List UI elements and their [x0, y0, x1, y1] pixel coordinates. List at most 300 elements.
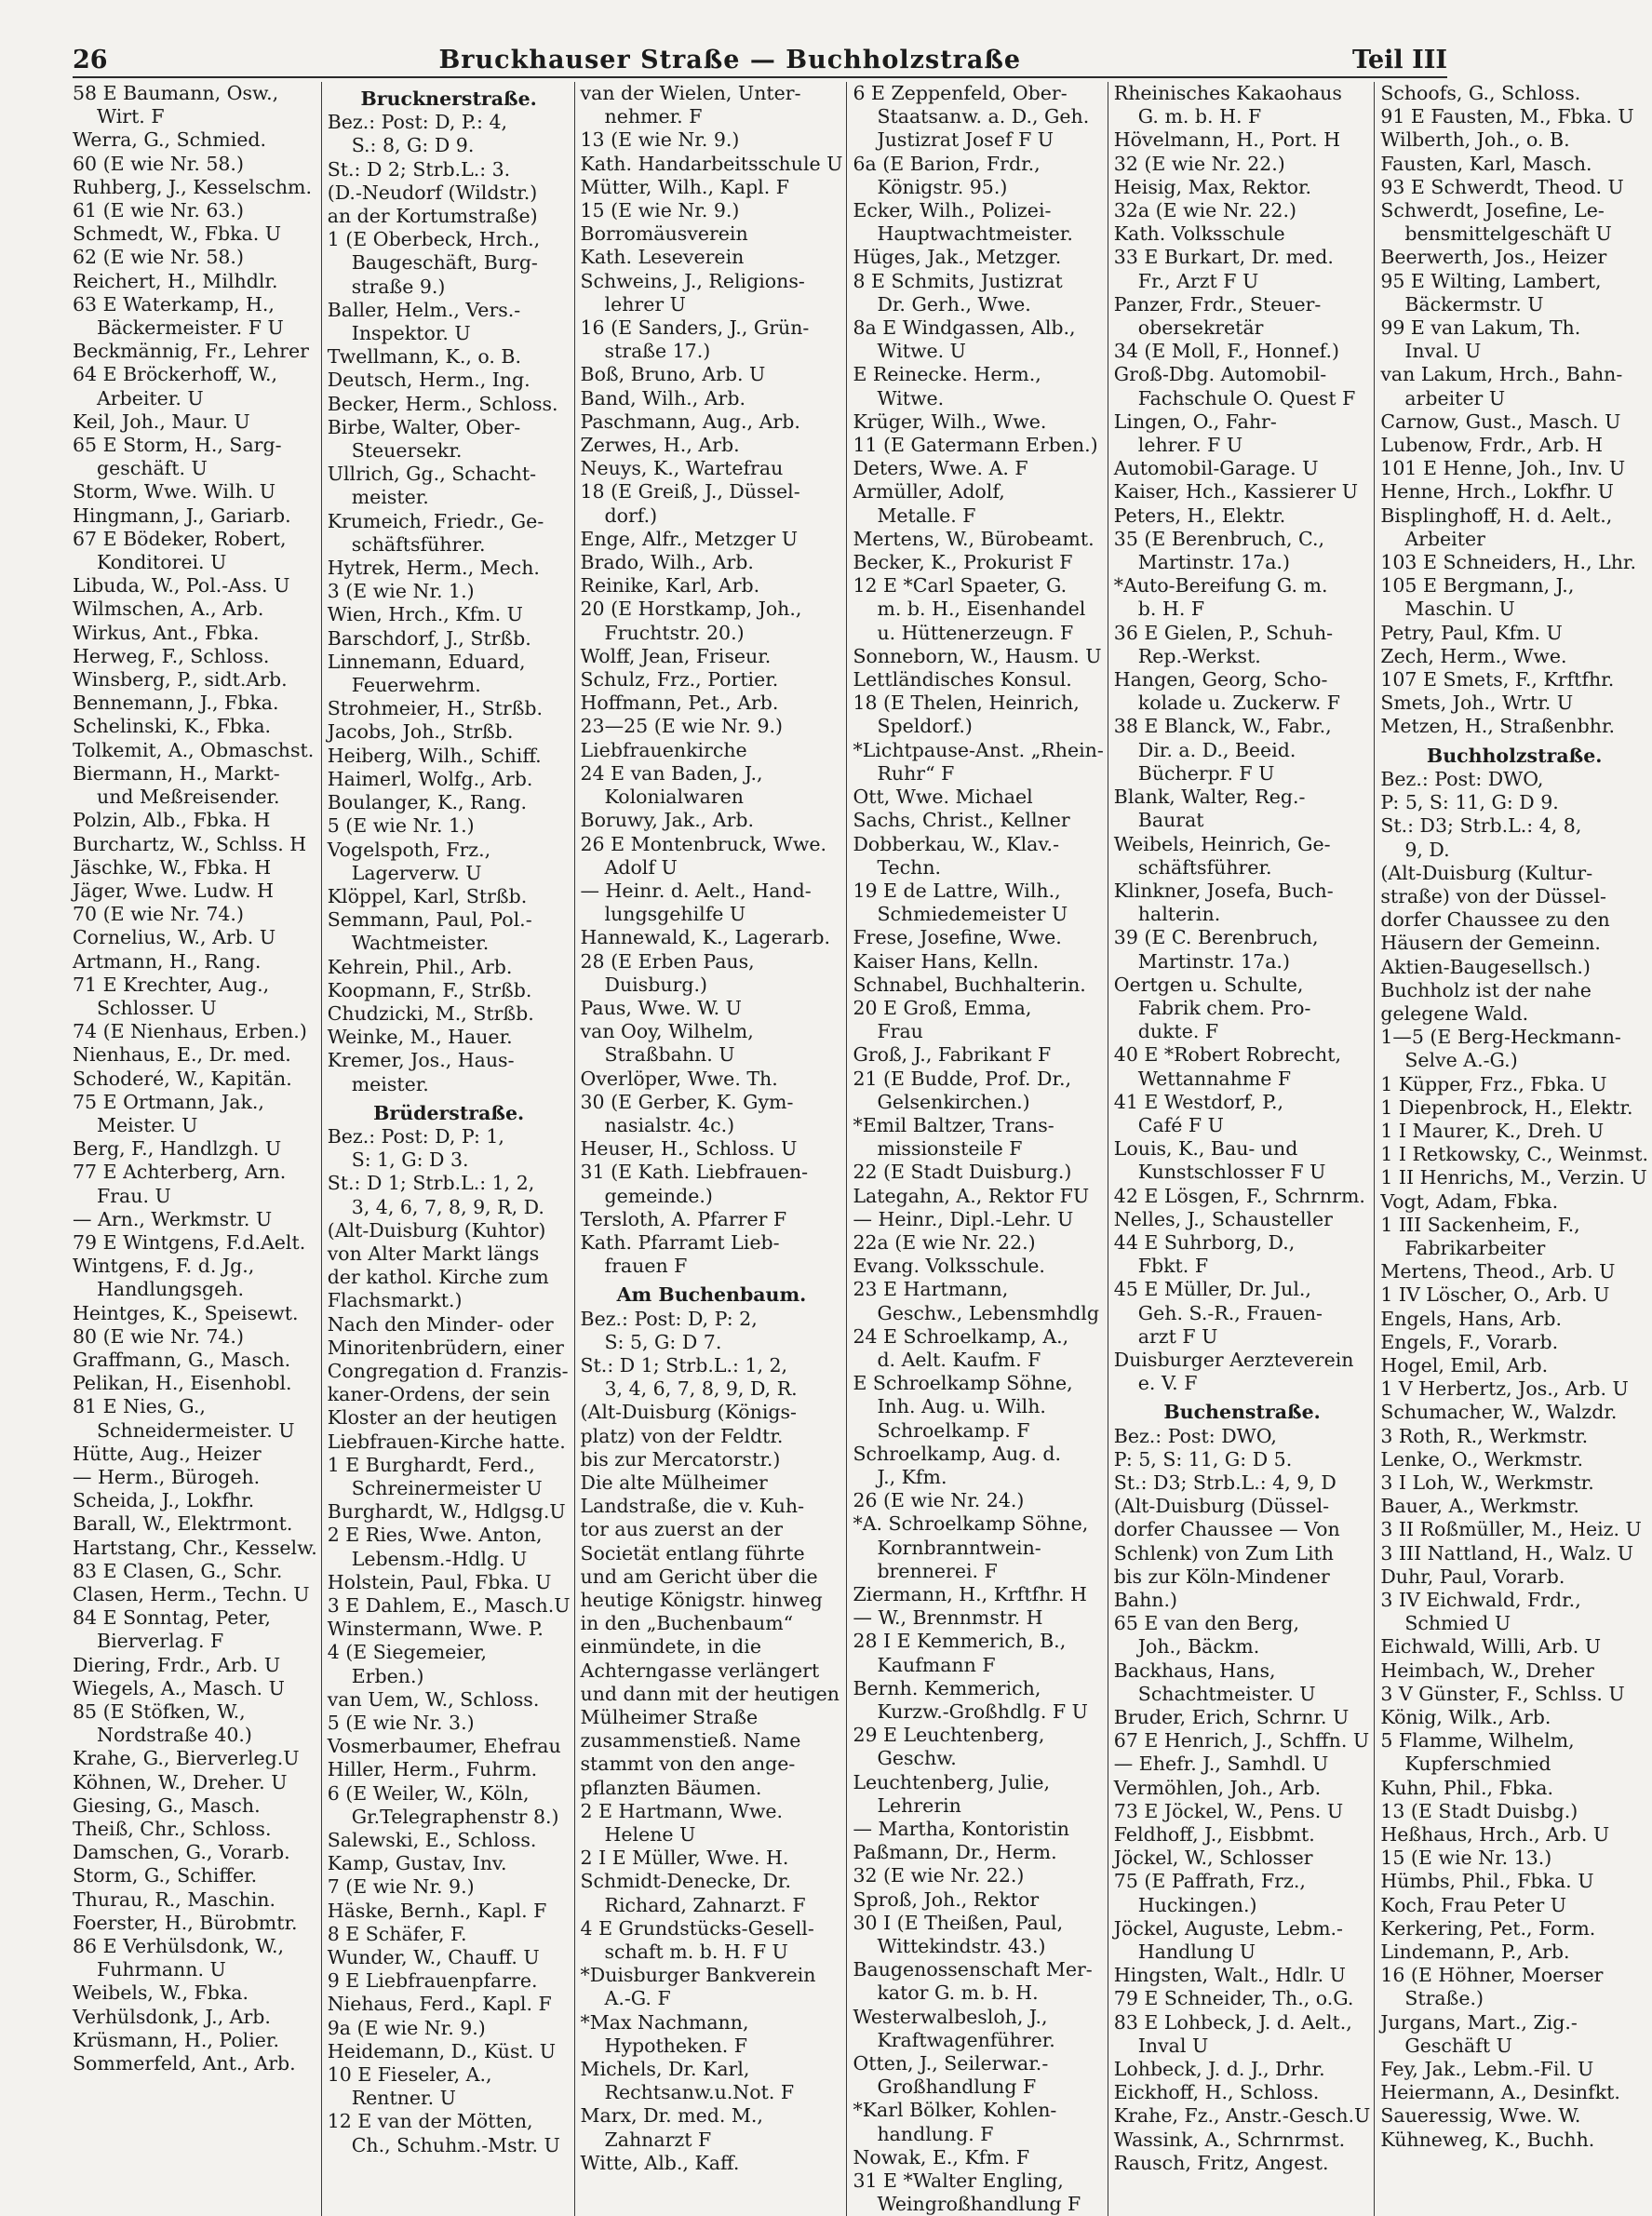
- directory-line: 3 E Dahlem, E., Masch.U: [327, 1594, 571, 1617]
- directory-line: Zech, Herm., Wwe.: [1380, 644, 1567, 667]
- directory-line: Meister. U: [97, 1113, 198, 1136]
- directory-line: Bruder, Erich, Schrnr. U: [1113, 1706, 1350, 1729]
- directory-line: Twellmann, K., o. B.: [327, 345, 522, 369]
- directory-line: Martinstr. 17a.): [1137, 949, 1290, 973]
- directory-line: Gelsenkirchen.): [877, 1090, 1030, 1113]
- directory-line: tor aus zuerst an der: [580, 1518, 784, 1541]
- directory-line: 63 E Waterkamp, H.,: [73, 292, 275, 316]
- directory-line: Pelikan, H., Eisenhobl.: [73, 1372, 292, 1395]
- directory-line: 79 E Wintgens, F.d.Aelt.: [73, 1230, 306, 1254]
- directory-line: Bierverlag. F: [97, 1630, 224, 1653]
- directory-line: Lagerverw. U: [351, 861, 482, 884]
- directory-line: Maschin. U: [1404, 598, 1515, 621]
- directory-line: 29 E Leuchtenberg,: [853, 1724, 1045, 1747]
- directory-line: lehrer. F U: [1137, 434, 1243, 457]
- directory-line: Hartstang, Chr., Kesselw.: [73, 1536, 317, 1559]
- directory-line: Dobberkau, W., Klav.-: [853, 832, 1059, 855]
- directory-line: Die alte Mülheimer: [580, 1471, 768, 1494]
- directory-line: Louis, K., Bau- und: [1113, 1137, 1298, 1161]
- directory-line: brennerei. F: [877, 1559, 998, 1582]
- directory-line: Wunder, W., Chauff. U: [327, 1946, 540, 1969]
- directory-line: straße) von der Düssel-: [1380, 884, 1606, 907]
- directory-line: Barschdorf, J., Strßb.: [327, 626, 531, 650]
- directory-line: 3 IV Eichwald, Frdr.,: [1380, 1589, 1581, 1611]
- directory-line: bis zur Mercatorstr.): [580, 1447, 781, 1471]
- directory-line: Artmann, H., Rang.: [73, 949, 262, 973]
- directory-line: Kath. Pfarramt Lieb-: [580, 1230, 780, 1254]
- directory-line: 23 E Hartmann,: [853, 1278, 1009, 1301]
- directory-line: Krumeich, Friedr., Ge-: [327, 509, 544, 532]
- directory-line: kaner-Ordens, der sein: [327, 1383, 551, 1406]
- directory-line: Bez.: Post: D, P: 2,: [580, 1307, 758, 1330]
- column-5: [1108, 82, 1375, 2216]
- directory-line: 1 Küpper, Frz., Fbka. U: [1380, 1072, 1607, 1095]
- directory-line: — W., Brennmstr. H: [853, 1606, 1043, 1630]
- directory-line: Theiß, Chr., Schloss.: [73, 1818, 272, 1841]
- directory-line: Tolkemit, A., Obmaschst.: [73, 738, 315, 761]
- directory-line: Huckingen.): [1137, 1893, 1257, 1916]
- directory-line: Speldorf.): [877, 715, 973, 738]
- directory-line: Lubenow, Frdr., Arb. H: [1380, 434, 1603, 457]
- directory-line: 1 Diepenbrock, H., Elektr.: [1380, 1095, 1633, 1119]
- directory-line: Overlöper, Wwe. Th.: [580, 1067, 778, 1090]
- directory-line: Baugeschäft, Burg-: [351, 251, 538, 275]
- directory-line: Eichwald, Willi, Arb. U: [1380, 1635, 1602, 1659]
- directory-line: Schweins, J., Religions-: [580, 269, 805, 292]
- directory-line: Ullrich, Gg., Schacht-: [327, 463, 537, 486]
- directory-line: Hannewald, K., Lagerarb.: [580, 926, 831, 949]
- directory-line: Straße.): [1404, 1987, 1484, 2010]
- directory-line: St.: D 2; Strb.L.: 3.: [327, 157, 511, 181]
- directory-line: Evang. Volksschule.: [853, 1255, 1045, 1278]
- directory-line: Schoderé, W., Kapitän.: [73, 1067, 292, 1090]
- directory-line: Petry, Paul, Kfm. U: [1380, 621, 1563, 644]
- directory-line: Groß-Dbg. Automobil-: [1113, 363, 1327, 386]
- directory-line: Techn.: [877, 855, 942, 879]
- directory-line: heutige Königstr. hinweg: [580, 1589, 823, 1611]
- directory-line: 103 E Schneiders, H., Lhr.: [1380, 551, 1636, 574]
- directory-line: 5 (E wie Nr. 3.): [327, 1712, 475, 1735]
- directory-line: 8a E Windgassen, Alb.,: [853, 316, 1076, 340]
- directory-line: Feuerwehrm.: [351, 674, 481, 697]
- directory-line: Niehaus, Ferd., Kapl. F: [327, 1993, 552, 2016]
- directory-line: Heidemann, D., Küst. U: [327, 2039, 557, 2062]
- directory-line: schäftsführer.: [1137, 855, 1272, 879]
- directory-line: 42 E Lösgen, F., Schrnrm.: [1113, 1184, 1365, 1207]
- directory-line: — Martha, Kontoristin: [853, 1818, 1069, 1841]
- directory-line: Königstr. 95.): [877, 175, 1008, 198]
- directory-line: Hümbs, Phil., Fbka. U: [1380, 1870, 1594, 1893]
- directory-line: Societät entlang führte: [580, 1541, 805, 1565]
- directory-line: 1 V Herbertz, Jos., Arb. U: [1380, 1377, 1629, 1401]
- directory-line: Marx, Dr. med. M.,: [580, 2104, 763, 2128]
- directory-line: schäftsführer.: [351, 532, 486, 556]
- directory-line: stammt von den ange-: [580, 1753, 796, 1776]
- directory-line: 79 E Schneider, Th., o.G.: [1113, 1987, 1354, 2010]
- directory-line: Band, Wilh., Arb.: [580, 386, 745, 410]
- directory-line: an der Kortumstraße): [327, 205, 538, 228]
- directory-line: Frau. U: [97, 1184, 171, 1207]
- directory-line: 21 (E Budde, Prof. Dr.,: [853, 1067, 1072, 1090]
- directory-line: 33 E Burkart, Dr. med.: [1113, 246, 1334, 269]
- directory-line: Schlenk) von Zum Lith: [1113, 1541, 1334, 1565]
- directory-line: Backhaus, Hans,: [1113, 1659, 1276, 1682]
- directory-line: Carnow, Gust., Masch. U: [1380, 410, 1621, 433]
- directory-line: (D.-Neudorf (Wildstr.): [327, 181, 538, 204]
- directory-line: Wilberth, Joh., o. B.: [1380, 128, 1570, 152]
- directory-line: 20 (E Horstkamp, Joh.,: [580, 598, 802, 621]
- directory-line: 32 (E wie Nr. 22.): [1113, 152, 1285, 175]
- directory-line: 1 I Maurer, K., Dreh. U: [1380, 1119, 1605, 1142]
- directory-line: Bez.: Post: D, P: 1,: [327, 1124, 504, 1148]
- directory-line: Klinkner, Josefa, Buch-: [1113, 879, 1334, 902]
- directory-line: Bauer, A., Werkmstr.: [1380, 1495, 1579, 1518]
- directory-line: Metzen, H., Straßenbhr.: [1380, 715, 1616, 738]
- directory-line: 28 (E Erben Paus,: [580, 949, 755, 973]
- directory-line: Burghardt, W., Hdlgsg.U: [327, 1500, 566, 1524]
- directory-line: Fr., Arzt F U: [1137, 269, 1259, 292]
- directory-line: Boruwy, Jak., Arb.: [580, 809, 755, 832]
- directory-line: Reinike, Karl, Arb.: [580, 574, 760, 598]
- directory-line: Selve A.-G.): [1404, 1049, 1518, 1072]
- directory-line: Aktien-Baugesellsch.): [1380, 955, 1591, 978]
- directory-line: kolade u. Zuckerw. F: [1137, 692, 1340, 715]
- directory-line: Fbkt. F: [1137, 1255, 1209, 1278]
- directory-line: Zahnarzt F: [604, 2128, 712, 2151]
- directory-line: Jöckel, W., Schlosser: [1113, 1847, 1313, 1870]
- directory-line: Schumacher, W., Walzdr.: [1380, 1401, 1618, 1424]
- directory-line: Nordstraße 40.): [97, 1724, 252, 1747]
- directory-line: (Alt-Duisburg (Kuhtor): [327, 1218, 546, 1242]
- directory-line: Duhr, Paul, Vorarb.: [1380, 1565, 1565, 1588]
- directory-line: Geschw.: [877, 1747, 957, 1770]
- directory-line: Wien, Hrch., Kfm. U: [327, 603, 523, 626]
- directory-line: 22 (E Stadt Duisburg.): [853, 1161, 1072, 1184]
- directory-line: Burchartz, W., Schlss. H: [73, 832, 307, 855]
- directory-line: Frau: [877, 1020, 923, 1043]
- directory-line: Berg, F., Handlzgh. U: [73, 1137, 282, 1161]
- directory-line: 40 E *Robert Robrecht,: [1113, 1043, 1341, 1067]
- directory-line: Arbeiter: [1404, 527, 1485, 550]
- directory-line: straße 9.): [351, 275, 446, 298]
- directory-line: 1 (E Oberbeck, Hrch.,: [327, 228, 541, 251]
- directory-line: Kath. Leseverein: [580, 246, 745, 269]
- directory-line: Kurzw.-Großhdlg. F U: [877, 1700, 1088, 1724]
- directory-line: 1 I Retkowsky, C., Weinmst.: [1380, 1143, 1648, 1166]
- directory-line: Schlosser. U: [97, 996, 217, 1019]
- directory-line: Häusern der Gemeinn.: [1380, 932, 1601, 955]
- directory-line: 13 (E Stadt Duisbg.): [1380, 1799, 1578, 1822]
- directory-line: Panzer, Frdr., Steuer-: [1113, 292, 1322, 316]
- directory-line: 3 Roth, R., Werkmstr.: [1380, 1424, 1589, 1447]
- directory-line: Rechtsanw.u.Not. F: [604, 2081, 795, 2104]
- directory-line: 99 E van Lakum, Th.: [1380, 316, 1581, 340]
- directory-line: lungsgehilfe U: [604, 903, 746, 926]
- street-heading: Buchenstraße.: [1163, 1401, 1321, 1424]
- directory-line: Becker, K., Prokurist F: [853, 551, 1073, 574]
- directory-line: Weingroßhandlung F: [877, 2193, 1081, 2216]
- directory-line: Verhülsdonk, J., Arb.: [73, 2005, 271, 2028]
- directory-line: 28 I E Kemmerich, B.,: [853, 1630, 1067, 1653]
- directory-line: (Alt-Duisburg (Königs-: [580, 1401, 797, 1424]
- directory-line: Justizrat Josef F U: [877, 128, 1054, 152]
- directory-line: Handlungsgeh.: [97, 1278, 245, 1301]
- directory-line: Bernh. Kemmerich,: [853, 1676, 1041, 1699]
- directory-line: Cornelius, W., Arb. U: [73, 926, 276, 949]
- directory-line: Duisburg.): [604, 973, 707, 996]
- directory-line: Jäschke, W., Fbka. H: [73, 855, 272, 879]
- directory-line: Sproß, Joh., Rektor: [853, 1887, 1040, 1911]
- directory-line: Schoofs, G., Schloss.: [1380, 82, 1581, 104]
- directory-line: 34 (E Moll, F., Honnef.): [1113, 340, 1340, 363]
- directory-line: 8 E Schmits, Justizrat: [853, 269, 1063, 292]
- directory-line: Bez.: Post: D, P.: 4,: [327, 111, 508, 134]
- directory-line: 107 E Smets, F., Krftfhr.: [1380, 668, 1615, 692]
- directory-line: Schmiedemeister U: [877, 903, 1068, 926]
- directory-line: dorfer Chaussee zu den: [1380, 908, 1610, 932]
- directory-line: 60 (E wie Nr. 58.): [73, 152, 244, 175]
- directory-line: Hövelmann, H., Port. H: [1113, 128, 1341, 152]
- directory-line: St.: D3; Strb.L.: 4, 8,: [1380, 814, 1582, 838]
- directory-line: Henne, Hrch., Lokfhr. U: [1380, 480, 1614, 504]
- directory-line: Witte, Alb., Kaff.: [580, 2151, 740, 2174]
- directory-line: 61 (E wie Nr. 63.): [73, 199, 244, 222]
- directory-line: Sommerfeld, Ant., Arb.: [73, 2052, 296, 2075]
- directory-line: Hypotheken. F: [604, 2034, 748, 2057]
- directory-line: 86 E Verhülsdonk, W.,: [73, 1935, 285, 1958]
- directory-line: Kath. Handarbeitsschule U: [580, 152, 843, 175]
- directory-line: Nienhaus, E., Dr. med.: [73, 1043, 291, 1067]
- directory-line: Staatsanw. a. D., Geh.: [877, 105, 1090, 128]
- directory-line: 84 E Sonntag, Peter,: [73, 1606, 271, 1630]
- directory-line: Schreinermeister U: [351, 1476, 543, 1499]
- directory-line: S.: 8, G: D 9.: [351, 134, 475, 157]
- directory-line: Joh., Bäckm.: [1137, 1635, 1260, 1659]
- directory-line: dorfer Chaussee — Von: [1113, 1518, 1340, 1541]
- directory-line: Heintges, K., Speisewt.: [73, 1301, 299, 1324]
- directory-line: 7 (E wie Nr. 9.): [327, 1875, 475, 1899]
- directory-line: Congregation d. Franzis-: [327, 1359, 569, 1382]
- directory-line: Paus, Wwe. W. U: [580, 996, 742, 1019]
- directory-line: Bez.: Post: DWO,: [1113, 1424, 1277, 1447]
- directory-line: E Reinecke. Herm.,: [853, 363, 1041, 386]
- directory-line: Foerster, H., Bürobmtr.: [73, 1911, 298, 1934]
- column-2: [321, 82, 574, 2216]
- directory-line: 77 E Achterberg, Arn.: [73, 1161, 287, 1184]
- directory-line: Groß, J., Fabrikant F: [853, 1043, 1052, 1067]
- directory-line: Schroelkamp, Aug. d.: [853, 1442, 1062, 1465]
- directory-line: 3, 4, 6, 7, 8, 9, R, D.: [351, 1195, 544, 1218]
- directory-line: 58 E Baumann, Osw.,: [73, 82, 279, 104]
- directory-line: Engels, Hans, Arb.: [1380, 1307, 1562, 1330]
- page-title: Bruckhauser Straße — Buchholzstraße: [438, 46, 1022, 74]
- directory-line: *A. Schroelkamp Söhne,: [853, 1512, 1089, 1536]
- section-label: Teil III: [1352, 46, 1447, 74]
- directory-line: arzt F U: [1137, 1324, 1218, 1348]
- directory-line: 3 I Loh, W., Werkmstr.: [1380, 1471, 1594, 1494]
- directory-line: — Arn., Werkmstr. U: [73, 1207, 273, 1230]
- directory-line: Liebfrauen-Kirche hatte.: [327, 1430, 566, 1453]
- directory-line: Baller, Helm., Vers.-: [327, 298, 521, 321]
- directory-line: bis zur Köln-Mindener: [1113, 1565, 1330, 1588]
- directory-line: der kathol. Kirche zum: [327, 1266, 549, 1289]
- directory-line: — Heinr., Dipl.-Lehr. U: [853, 1207, 1074, 1230]
- directory-line: 65 E Storm, H., Sarg-: [73, 434, 282, 457]
- directory-line: obersekretär: [1137, 316, 1264, 340]
- directory-line: Rheinisches Kakaohaus: [1113, 82, 1342, 104]
- directory-line: Deutsch, Herm., Ing.: [327, 369, 531, 392]
- directory-line: Sachs, Christ., Kellner: [853, 809, 1070, 832]
- directory-line: Automobil-Garage. U: [1113, 457, 1319, 480]
- column-4: [846, 82, 1107, 2216]
- directory-line: Libuda, W., Pol.-Ass. U: [73, 574, 290, 598]
- directory-line: Schelinski, K., Fbka.: [73, 715, 272, 738]
- directory-line: 70 (E wie Nr. 74.): [73, 903, 244, 926]
- directory-line: nehmer. F: [604, 105, 703, 128]
- directory-line: einmündete, in die: [580, 1635, 761, 1659]
- directory-line: Adolf U: [604, 855, 678, 879]
- directory-line: Kaufmann F: [877, 1653, 996, 1676]
- directory-line: 5 Flamme, Wilhelm,: [1380, 1729, 1575, 1753]
- directory-line: Inval U: [1137, 2034, 1209, 2057]
- directory-line: Schmied U: [1404, 1612, 1511, 1635]
- directory-line: Zerwes, H., Arb.: [580, 434, 740, 457]
- directory-line: 32 (E wie Nr. 22.): [853, 1864, 1025, 1887]
- directory-line: — Herm., Bürogeh.: [73, 1465, 261, 1488]
- directory-line: 26 (E wie Nr. 24.): [853, 1489, 1025, 1512]
- directory-line: Saueressig, Wwe. W.: [1380, 2104, 1581, 2128]
- directory-line: Erben.): [351, 1664, 424, 1687]
- directory-line: Schmedt, W., Fbka. U: [73, 222, 282, 246]
- directory-line: Wirkus, Ant., Fbka.: [73, 621, 260, 644]
- directory-line: 1 II Henrichs, M., Verzin. U: [1380, 1166, 1647, 1189]
- directory-line: 2 E Ries, Wwe. Anton,: [327, 1524, 543, 1547]
- directory-line: 6 (E Weiler, W., Köln,: [327, 1781, 530, 1805]
- directory-line: Fuhrmann. U: [97, 1958, 226, 1981]
- directory-line: meister.: [351, 486, 429, 509]
- directory-line: J., Kfm.: [877, 1465, 947, 1488]
- directory-line: 41 E Westdorf, P.,: [1113, 1090, 1283, 1113]
- directory-line: Vosmerbaumer, Ehefrau: [327, 1735, 561, 1758]
- directory-line: 85 (E Stöfken, W.,: [73, 1700, 246, 1724]
- directory-line: Kerkering, Pet., Form.: [1380, 1916, 1596, 1940]
- directory-line: Weibels, W., Fbka.: [73, 1981, 248, 2005]
- directory-line: d. Aelt. Kaufm. F: [877, 1348, 1041, 1371]
- directory-line: Semmann, Paul, Pol.-: [327, 908, 532, 932]
- directory-line: Kaiser Hans, Kelln.: [853, 949, 1040, 973]
- directory-line: 62 (E wie Nr. 58.): [73, 246, 244, 269]
- directory-line: Arbeiter. U: [97, 386, 204, 410]
- directory-line: Heimbach, W., Dreher: [1380, 1659, 1594, 1682]
- directory-line: arbeiter U: [1404, 386, 1506, 410]
- directory-line: Achterngasse verlängert: [580, 1659, 820, 1682]
- directory-line: Herweg, F., Schloss.: [73, 644, 270, 667]
- directory-line: Ecker, Wilh., Polizei-: [853, 199, 1052, 222]
- directory-line: Fausten, Karl, Masch.: [1380, 152, 1592, 175]
- directory-line: Flachsmarkt.): [327, 1289, 463, 1312]
- directory-line: 1 III Sackenheim, F.,: [1380, 1213, 1580, 1236]
- directory-line: 19 E de Lattre, Wilh.,: [853, 879, 1061, 902]
- directory-line: Michels, Dr. Karl,: [580, 2058, 750, 2081]
- directory-line: Bäckermeister. F U: [97, 316, 284, 340]
- directory-line: St.: D 1; Strb.L.: 1, 2,: [580, 1353, 788, 1377]
- directory-line: Lenke, O., Werkmstr.: [1380, 1447, 1584, 1471]
- directory-line: König, Wilk., Arb.: [1380, 1706, 1551, 1729]
- directory-line: Wachtmeister.: [351, 932, 490, 955]
- directory-line: 22a (E wie Nr. 22.): [853, 1230, 1036, 1254]
- directory-line: *Emil Baltzer, Trans-: [853, 1113, 1054, 1136]
- directory-line: 30 I (E Theißen, Paul,: [853, 1911, 1064, 1934]
- directory-line: Salewski, E., Schloss.: [327, 1829, 537, 1852]
- directory-line: Schachtmeister. U: [1137, 1682, 1316, 1705]
- directory-line: G. m. b. H. F: [1137, 105, 1262, 128]
- directory-line: kator G. m. b. H.: [877, 1981, 1039, 2005]
- directory-line: meister.: [351, 1072, 429, 1095]
- directory-line: Jöckel, Auguste, Lebm.-: [1113, 1916, 1343, 1940]
- directory-line: 16 (E Sanders, J., Grün-: [580, 316, 810, 340]
- directory-line: Barall, W., Elektrmont.: [73, 1512, 293, 1536]
- directory-line: 32a (E wie Nr. 22.): [1113, 199, 1296, 222]
- directory-line: Wassink, A., Schrnrmst.: [1113, 2128, 1346, 2151]
- directory-line: 83 E Lohbeck, J. d. Aelt.,: [1113, 2010, 1352, 2034]
- directory-line: Gr.Telegraphenstr 8.): [351, 1805, 559, 1828]
- directory-line: S: 1, G: D 3.: [351, 1148, 469, 1172]
- directory-line: Holstein, Paul, Fbka. U: [327, 1570, 552, 1593]
- directory-line: Witwe.: [877, 386, 945, 410]
- directory-line: Geschäft U: [1404, 2034, 1512, 2057]
- directory-line: Geh. S.-R., Frauen-: [1137, 1301, 1323, 1324]
- directory-line: Kühneweg, K., Buchh.: [1380, 2128, 1595, 2151]
- directory-line: *Duisburger Bankverein: [580, 1964, 816, 1987]
- directory-line: 5 (E wie Nr. 1.): [327, 814, 475, 838]
- directory-line: Landstraße, die v. Kuh-: [580, 1495, 805, 1518]
- directory-line: nasialstr. 4c.): [604, 1113, 735, 1136]
- directory-line: Strohmeier, H., Strßb.: [327, 697, 544, 720]
- directory-line: lehrer U: [604, 292, 686, 316]
- directory-line: 3 III Nattland, H., Walz. U: [1380, 1541, 1634, 1565]
- directory-line: Richard, Zahnarzt. F: [604, 1893, 806, 1916]
- directory-line: Großhandlung F: [877, 2075, 1037, 2099]
- directory-line: Wolff, Jean, Friseur.: [580, 644, 772, 667]
- directory-line: 80 (E wie Nr. 74.): [73, 1324, 244, 1348]
- directory-line: Engels, F., Vorarb.: [1380, 1330, 1559, 1353]
- directory-line: Beckmännig, Fr., Lehrer: [73, 340, 309, 363]
- directory-line: 11 (E Gatermann Erben.): [853, 434, 1098, 457]
- directory-line: Kraftwagenführer.: [877, 2028, 1055, 2051]
- directory-line: Wintgens, F. d. Jg.,: [73, 1255, 255, 1278]
- directory-line: Ruhberg, J., Kesselschm.: [73, 175, 313, 198]
- directory-line: Blank, Walter, Reg.-: [1113, 786, 1306, 809]
- directory-line: Kath. Volksschule: [1113, 222, 1285, 246]
- directory-line: handlung. F: [877, 2122, 994, 2145]
- directory-line: Kehrein, Phil., Arb.: [327, 955, 513, 978]
- directory-line: Witwe. U: [877, 340, 966, 363]
- directory-line: Reichert, H., Milhdlr.: [73, 269, 278, 292]
- street-heading: Buchholzstraße.: [1426, 744, 1603, 767]
- directory-line: Brado, Wilh., Arb.: [580, 551, 754, 574]
- column-6: [1374, 82, 1652, 2216]
- directory-line: Boulanger, K., Rang.: [327, 791, 527, 814]
- directory-line: Inh. Aug. u. Wilh.: [877, 1395, 1046, 1418]
- directory-line: geschäft. U: [97, 457, 208, 480]
- directory-line: Becker, Herm., Schloss.: [327, 392, 558, 415]
- directory-line: 9, D.: [1404, 838, 1450, 861]
- directory-line: Fachschule O. Quest F: [1137, 386, 1356, 410]
- directory-line: Minoritenbrüdern, einer: [327, 1336, 564, 1359]
- directory-line: Lettländisches Konsul.: [853, 668, 1072, 692]
- directory-line: Baugenossenschaft Mer-: [853, 1958, 1093, 1981]
- directory-line: 3 V Günster, F., Schlss. U: [1380, 1682, 1625, 1705]
